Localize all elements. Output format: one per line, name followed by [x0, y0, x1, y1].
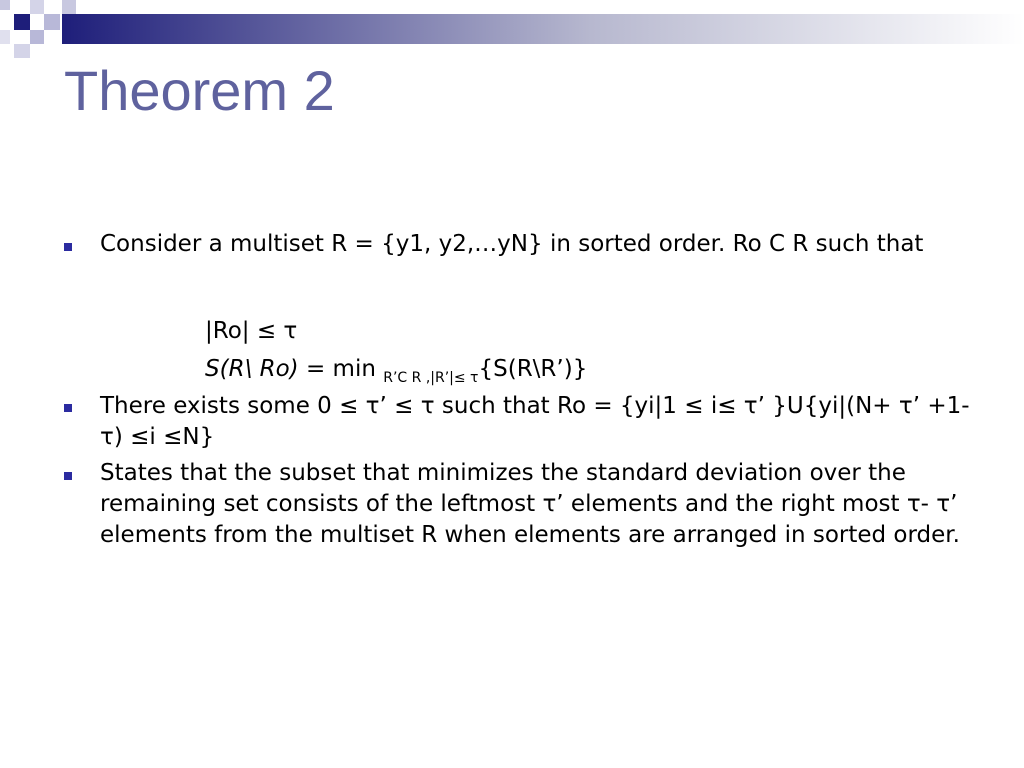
bullet-marker: [64, 472, 72, 480]
bullet-text: States that the subset that minimizes the standard deviation over the remaining set consists of the leftmost τ’ elements and the right most τ- τ’ elements from the multiset R when elements are arranged in sorted order.: [100, 460, 960, 548]
deco-square: [62, 0, 76, 14]
bullet-marker: [64, 243, 72, 251]
formula-rhs: {S(R\R’)}: [478, 356, 588, 382]
deco-square: [0, 0, 10, 10]
formula-subscript: R’C R ,|R’|≤ τ: [383, 370, 479, 386]
deco-square: [0, 30, 10, 44]
deco-square: [30, 0, 44, 14]
deco-square: [14, 44, 30, 58]
formula-lhs-b: \ Ro): [244, 356, 299, 382]
formula-minimum: [205, 354, 587, 387]
formula-lhs-a: S(R: [205, 356, 245, 382]
bullet-text: There exists some 0 ≤ τ’ ≤ τ such that Ro = {yi|1 ≤ i≤ τ’ }U{yi|(N+ τ’ +1- τ) ≤i ≤N}: [100, 393, 970, 450]
formula-cardinality: |Ro| ≤ τ: [205, 318, 298, 344]
bullet-text: Consider a multiset R = {y1, y2,…yN} in sorted order. Ro C R such that: [100, 231, 924, 257]
deco-square: [30, 30, 44, 44]
deco-square: [14, 14, 30, 30]
corner-decoration: [0, 0, 1024, 60]
formula-eq: = min: [298, 356, 384, 382]
bullet-marker: [64, 404, 72, 412]
deco-square: [44, 14, 60, 30]
header-gradient-bar: [62, 14, 1024, 44]
slide-title: Theorem 2: [64, 59, 335, 122]
